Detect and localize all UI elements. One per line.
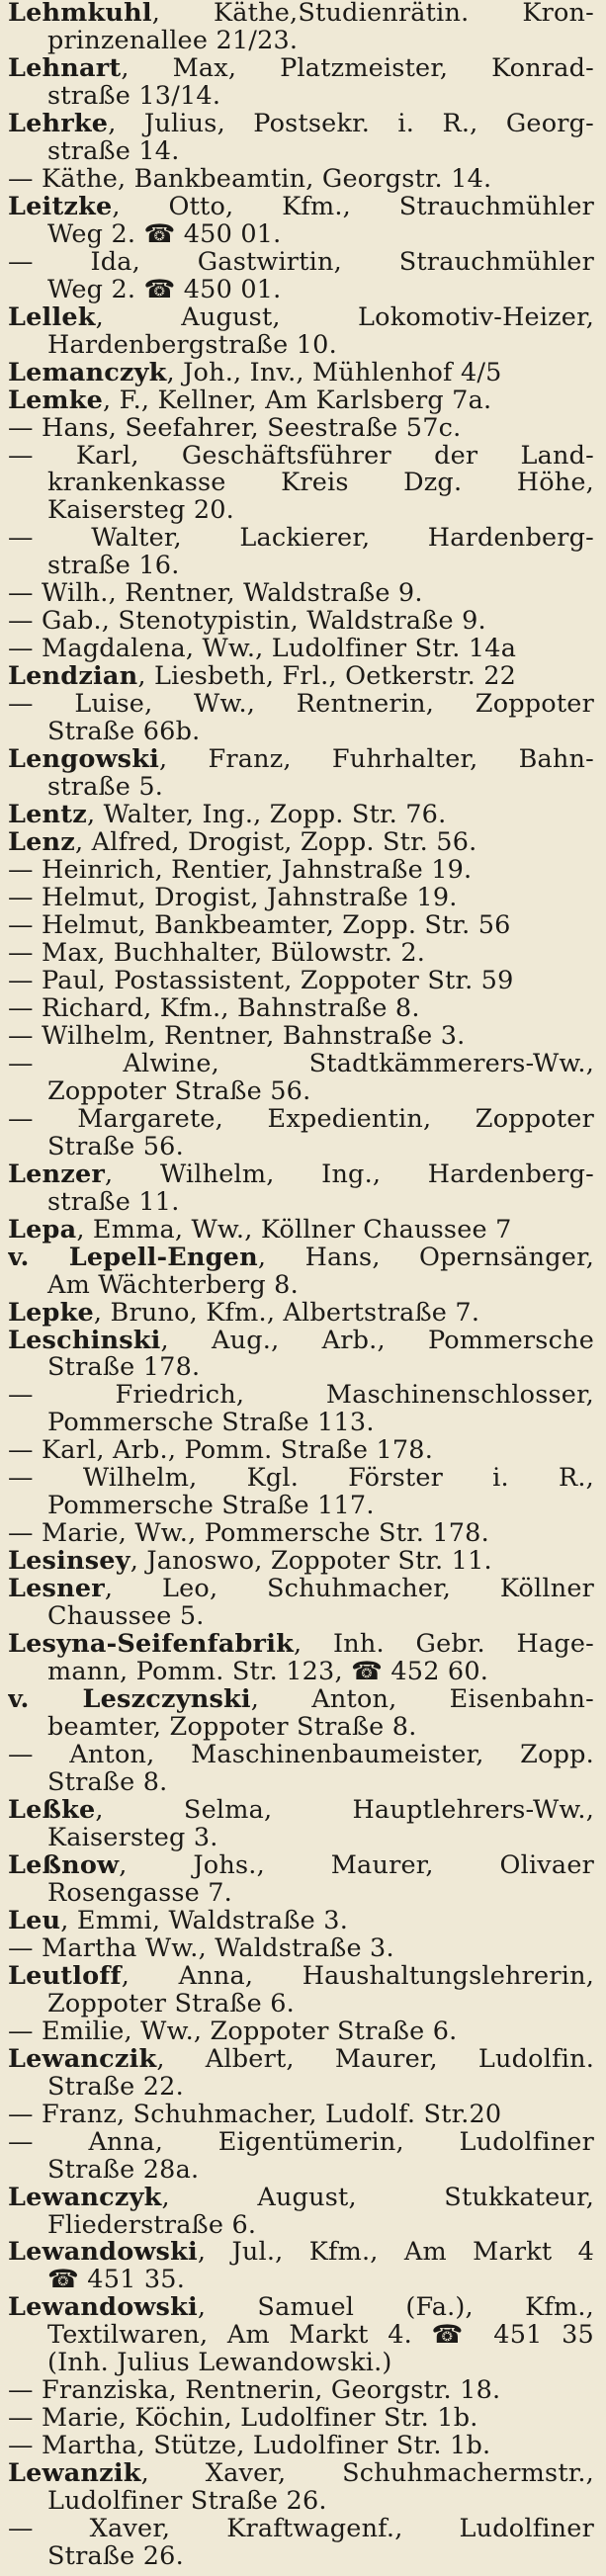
directory-entry: [8, 360, 594, 387]
entry-first-line: Leitzke, Otto, Kfm., Strauchmühler: [8, 193, 594, 221]
directory-entry: [8, 2433, 594, 2460]
entry-first-line: Leßke, Selma, Hauptlehrers-Ww.,: [8, 1796, 594, 1825]
entry-continuation-line: Straße 8.: [47, 1769, 168, 1797]
entry-first-line: Lehmkuhl, Käthe,Studienrätin. Kron-: [8, 0, 594, 28]
entry-first-line: Lenzer, Wilhelm, Ing., Hardenberg-: [8, 1160, 594, 1189]
entry-continuation-line: Fliederstraße 6.: [47, 2211, 257, 2240]
directory-entry: [8, 1051, 594, 1106]
entry-continuation-line: Straße 56.: [47, 1133, 184, 1161]
entry-continuation-line: Rosengasse 7.: [47, 1879, 232, 1908]
entry-surname: Lewanczyk: [8, 2184, 162, 2212]
entry-first-line: — Käthe, Bankbeamtin, Georgstr. 14.: [8, 165, 492, 194]
entry-first-line: — Karl, Geschäftsführer der Land-: [8, 442, 594, 471]
entry-continuation-line: Textilwaren, Am Markt 4. ☎ 451 35: [47, 2322, 594, 2351]
directory-entry: [8, 2046, 594, 2102]
entry-surname: Lengowski: [8, 746, 159, 775]
entry-surname: Lewanzik: [8, 2460, 141, 2489]
entry-continuation-line: Chaussee 5.: [47, 1603, 205, 1632]
entry-first-line: — Gab., Stenotypistin, Waldstraße 9.: [8, 608, 486, 637]
directory-entry: [8, 608, 594, 636]
directory-entry: [8, 580, 594, 608]
entry-surname: Lesyna-Seifenfabrik: [8, 1631, 294, 1660]
entry-surname: Leitzke: [8, 193, 113, 221]
entry-continuation-line: straße 13/14.: [47, 82, 221, 111]
entry-first-line: v. Leszczynski, Anton, Eisenbahn-: [8, 1686, 594, 1715]
entry-continuation-line: Weg 2. ☎ 450 01.: [47, 220, 282, 249]
entry-continuation-line: Ludolfiner Straße 26.: [47, 2488, 327, 2517]
entry-continuation-line: beamter, Zoppoter Straße 8.: [47, 1714, 417, 1743]
entry-first-line: — Marie, Köchin, Ludolfiner Str. 1b.: [8, 2405, 478, 2434]
entry-surname: Leutloff: [8, 1962, 122, 1991]
directory-entry: [8, 636, 594, 663]
directory-entry: [8, 1437, 594, 1465]
entry-surname: Lewandowski: [8, 2239, 198, 2268]
entry-continuation-line: Straße 66b.: [47, 719, 201, 747]
directory-entry: [8, 1963, 594, 2018]
entry-continuation-line: straße 16.: [47, 553, 180, 581]
entry-continuation-line: Straße 22.: [47, 2073, 184, 2102]
entry-first-line: — Martha, Stütze, Ludolfiner Str. 1b.: [8, 2433, 491, 2461]
entry-first-line: Leutloff, Anna, Haushaltungslehrerin,: [8, 1962, 594, 1991]
entry-first-line: Lewanczyk, August, Stukkateur,: [8, 2184, 594, 2212]
entry-first-line: Lentz, Walter, Ing., Zopp. Str. 76.: [8, 802, 447, 830]
entry-first-line: — Heinrich, Rentier, Jahnstraße 19.: [8, 857, 473, 885]
directory-entry: [8, 995, 594, 1023]
directory-entries: [8, 0, 594, 2571]
entry-first-line: Lepa, Emma, Ww., Köllner Chaussee 7: [8, 1216, 512, 1245]
entry-first-line: Lewandowski, Jul., Kfm., Am Markt 4: [8, 2239, 594, 2268]
directory-entry: [8, 1797, 594, 1852]
entry-continuation-line: straße 14.: [47, 137, 180, 166]
entry-first-line: Lellek, August, Lokomotiv-Heizer,: [8, 303, 594, 332]
directory-entry: [8, 249, 594, 304]
entry-surname: Lehrke: [8, 110, 109, 138]
entry-surname: Leu: [8, 1907, 61, 1935]
entry-surname: Leßke: [8, 1796, 96, 1825]
entry-continuation-line: Zoppoter Straße 6.: [47, 1990, 295, 2018]
entry-surname: Lepa: [8, 1216, 77, 1245]
directory-entry: [8, 1161, 594, 1217]
entry-first-line: Lehrke, Julius, Postsekr. i. R., Georg-: [8, 110, 594, 138]
entry-first-line: — Xaver, Kraftwagenf., Ludolfiner: [8, 2516, 594, 2544]
directory-entry: [8, 663, 594, 691]
directory-entry: [8, 1548, 594, 1576]
entry-first-line: Lesner, Leo, Schuhmacher, Köllner: [8, 1576, 594, 1604]
directory-entry: [8, 802, 594, 829]
entry-first-line: — Martha Ww., Waldstraße 3.: [8, 1934, 394, 1963]
entry-surname: Lehmkuhl: [8, 0, 152, 28]
directory-entry: [8, 912, 594, 940]
entry-continuation-line: krankenkasse Kreis Dzg. Höhe,: [47, 470, 594, 498]
entry-first-line: — Helmut, Drogist, Jahnstraße 19.: [8, 885, 458, 912]
directory-entry: [8, 1023, 594, 1051]
entry-first-line: — Franz, Schuhmacher, Ludolf. Str.20: [8, 2101, 502, 2129]
directory-entry: [8, 1935, 594, 1963]
entry-first-line: — Magdalena, Ww., Ludolfiner Str. 14a: [8, 636, 517, 664]
entry-first-line: — Anna, Eigentümerin, Ludolfiner: [8, 2128, 594, 2157]
entry-first-line: Lemanczyk, Joh., Inv., Mühlenhof 4/5: [8, 359, 502, 387]
entry-continuation-line: mann, Pomm. Str. 123, ☎ 452 60.: [47, 1659, 489, 1687]
entry-surname: Leßnow: [8, 1851, 120, 1880]
entry-surname: Lepke: [8, 1299, 94, 1328]
entry-continuation-line: Am Wächterberg 8.: [47, 1271, 299, 1300]
directory-entry: [8, 940, 594, 968]
directory-entry: [8, 1576, 594, 1631]
directory-entry: [8, 1686, 594, 1742]
directory-entry: [8, 2516, 594, 2571]
entry-first-line: — Max, Buchhalter, Bülowstr. 2.: [8, 939, 426, 968]
entry-continuation-line: Straße 178.: [47, 1354, 201, 1383]
entry-continuation-line: Pommersche Straße 113.: [47, 1410, 375, 1438]
directory-entry: [8, 2460, 594, 2516]
entry-surname: Lenz: [8, 829, 75, 858]
entry-first-line: Lesyna-Seifenfabrik, Inh. Gebr. Hage-: [8, 1631, 594, 1660]
entry-first-line: Lenz, Alfred, Drogist, Zopp. Str. 56.: [8, 829, 477, 858]
entry-surname: Lellek: [8, 303, 96, 332]
directory-entry: [8, 55, 594, 111]
entry-continuation-line: Straße 26.: [47, 2543, 184, 2572]
directory-entry: [8, 1106, 594, 1161]
directory-entry: [8, 2405, 594, 2433]
directory-entry: [8, 1852, 594, 1908]
entry-first-line: — Richard, Kfm., Bahnstraße 8.: [8, 994, 420, 1023]
directory-entry: [8, 1382, 594, 1437]
entry-continuation-line: Kaisersteg 20.: [47, 497, 234, 526]
directory-entry: [8, 194, 594, 249]
entry-surname: Lemanczyk: [8, 359, 167, 387]
entry-first-line: v. Lepell-Engen, Hans, Opernsänger,: [8, 1244, 594, 1272]
entry-continuation-line: Hardenbergstraße 10.: [47, 331, 337, 360]
directory-entry: [8, 1328, 594, 1383]
entry-surname: Lendzian: [8, 663, 138, 692]
directory-entry: [8, 443, 594, 526]
directory-entry: [8, 304, 594, 360]
entry-first-line: — Hans, Seefahrer, Seestraße 57c.: [8, 414, 462, 443]
directory-entry: [8, 387, 594, 415]
directory-entry: [8, 2294, 594, 2377]
directory-entry: [8, 1300, 594, 1328]
entry-continuation-line: Pommersche Straße 117.: [47, 1493, 375, 1521]
entry-surname: Lesinsey: [8, 1548, 130, 1577]
entry-first-line: Lesinsey, Janoswo, Zoppoter Str. 11.: [8, 1548, 492, 1577]
directory-entry: [8, 1245, 594, 1300]
entry-first-line: — Karl, Arb., Pomm. Straße 178.: [8, 1437, 434, 1466]
entry-surname: Lesner: [8, 1576, 105, 1604]
directory-entry: [8, 2018, 594, 2046]
entry-first-line: — Anton, Maschinenbaumeister, Zopp.: [8, 1742, 594, 1769]
directory-entry: [8, 1465, 594, 1520]
directory-entry: [8, 2102, 594, 2129]
entry-continuation-line: straße 11.: [47, 1188, 180, 1217]
directory-entry: [8, 857, 594, 885]
entry-first-line: — Wilhelm, Kgl. Förster i. R.,: [8, 1465, 594, 1494]
entry-first-line: Lendzian, Liesbeth, Frl., Oetkerstr. 22: [8, 663, 517, 692]
entry-surname: Lemke: [8, 386, 104, 415]
entry-surname: Lenzer: [8, 1160, 106, 1189]
entry-first-line: — Helmut, Bankbeamter, Zopp. Str. 56: [8, 911, 511, 940]
entry-surname: Lehnart: [8, 54, 122, 83]
entry-first-line: Leßnow, Johs., Maurer, Olivaer: [8, 1851, 594, 1880]
entry-first-line: Lengowski, Franz, Fuhrhalter, Bahn-: [8, 746, 594, 775]
directory-entry: [8, 2377, 594, 2405]
entry-continuation-line: (Inh. Julius Lewandowski.): [47, 2350, 392, 2378]
directory-entry: [8, 525, 594, 580]
entry-first-line: — Wilh., Rentner, Waldstraße 9.: [8, 580, 423, 609]
entry-first-line: Lewanzik, Xaver, Schuhmachermstr.,: [8, 2460, 594, 2489]
entry-first-line: — Marie, Ww., Pommersche Str. 178.: [8, 1520, 489, 1549]
entry-first-line: — Wilhelm, Rentner, Bahnstraße 3.: [8, 1022, 466, 1051]
entry-first-line: — Paul, Postassistent, Zoppoter Str. 59: [8, 967, 514, 995]
directory-entry: [8, 166, 594, 194]
entry-first-line: — Friedrich, Maschinenschlosser,: [8, 1382, 594, 1411]
entry-surname: Lentz: [8, 802, 87, 830]
entry-surname: v. Leszczynski: [8, 1686, 251, 1715]
entry-continuation-line: Zoppoter Straße 56.: [47, 1077, 311, 1106]
directory-entry: [8, 2185, 594, 2240]
directory-entry: [8, 2129, 594, 2185]
entry-first-line: Leschinski, Aug., Arb., Pommersche: [8, 1327, 594, 1355]
entry-continuation-line: straße 5.: [47, 774, 164, 803]
directory-entry: [8, 1742, 594, 1797]
entry-continuation-line: ☎ 451 35.: [47, 2267, 185, 2295]
directory-entry: [8, 968, 594, 995]
directory-entry: [8, 0, 594, 55]
directory-entry: [8, 2239, 594, 2294]
entry-first-line: Lemke, F., Kellner, Am Karlsberg 7a.: [8, 386, 492, 415]
entry-first-line: — Alwine, Stadtkämmerers-Ww.,: [8, 1050, 594, 1078]
directory-entry: [8, 829, 594, 857]
entry-first-line: — Luise, Ww., Rentnerin, Zoppoter: [8, 691, 594, 720]
entry-first-line: — Emilie, Ww., Zoppoter Straße 6.: [8, 2018, 458, 2046]
entry-first-line: — Franziska, Rentnerin, Georgstr. 18.: [8, 2377, 501, 2406]
entry-first-line: Leu, Emmi, Waldstraße 3.: [8, 1907, 349, 1935]
entry-first-line: Lehnart, Max, Platzmeister, Konrad-: [8, 54, 594, 83]
directory-entry: [8, 1908, 594, 1935]
entry-first-line: — Ida, Gastwirtin, Strauchmühler: [8, 248, 594, 277]
directory-entry: [8, 691, 594, 746]
directory-entry: [8, 746, 594, 802]
entry-first-line: Lepke, Bruno, Kfm., Albertstraße 7.: [8, 1299, 480, 1328]
directory-entry: [8, 1520, 594, 1548]
entry-continuation-line: Kaisersteg 3.: [47, 1824, 218, 1852]
directory-entry: [8, 415, 594, 443]
entry-continuation-line: Straße 28a.: [47, 2156, 200, 2185]
entry-surname: Lewanczik: [8, 2045, 157, 2074]
directory-entry: [8, 885, 594, 912]
directory-entry: [8, 1631, 594, 1686]
entry-first-line: Lewandowski, Samuel (Fa.), Kfm.,: [8, 2294, 594, 2323]
entry-continuation-line: Weg 2. ☎ 450 01.: [47, 276, 282, 304]
entry-first-line: Lewanczik, Albert, Maurer, Ludolfin.: [8, 2045, 594, 2074]
entry-surname: Leschinski: [8, 1327, 161, 1355]
entry-continuation-line: prinzenallee 21/23.: [47, 27, 299, 55]
entry-surname: Lewandowski: [8, 2294, 198, 2323]
directory-entry: [8, 1217, 594, 1245]
entry-first-line: — Margarete, Expedientin, Zoppoter: [8, 1105, 594, 1134]
entry-surname: v. Lepell-Engen: [8, 1244, 258, 1272]
entry-first-line: — Walter, Lackierer, Hardenberg-: [8, 525, 594, 554]
directory-entry: [8, 111, 594, 166]
